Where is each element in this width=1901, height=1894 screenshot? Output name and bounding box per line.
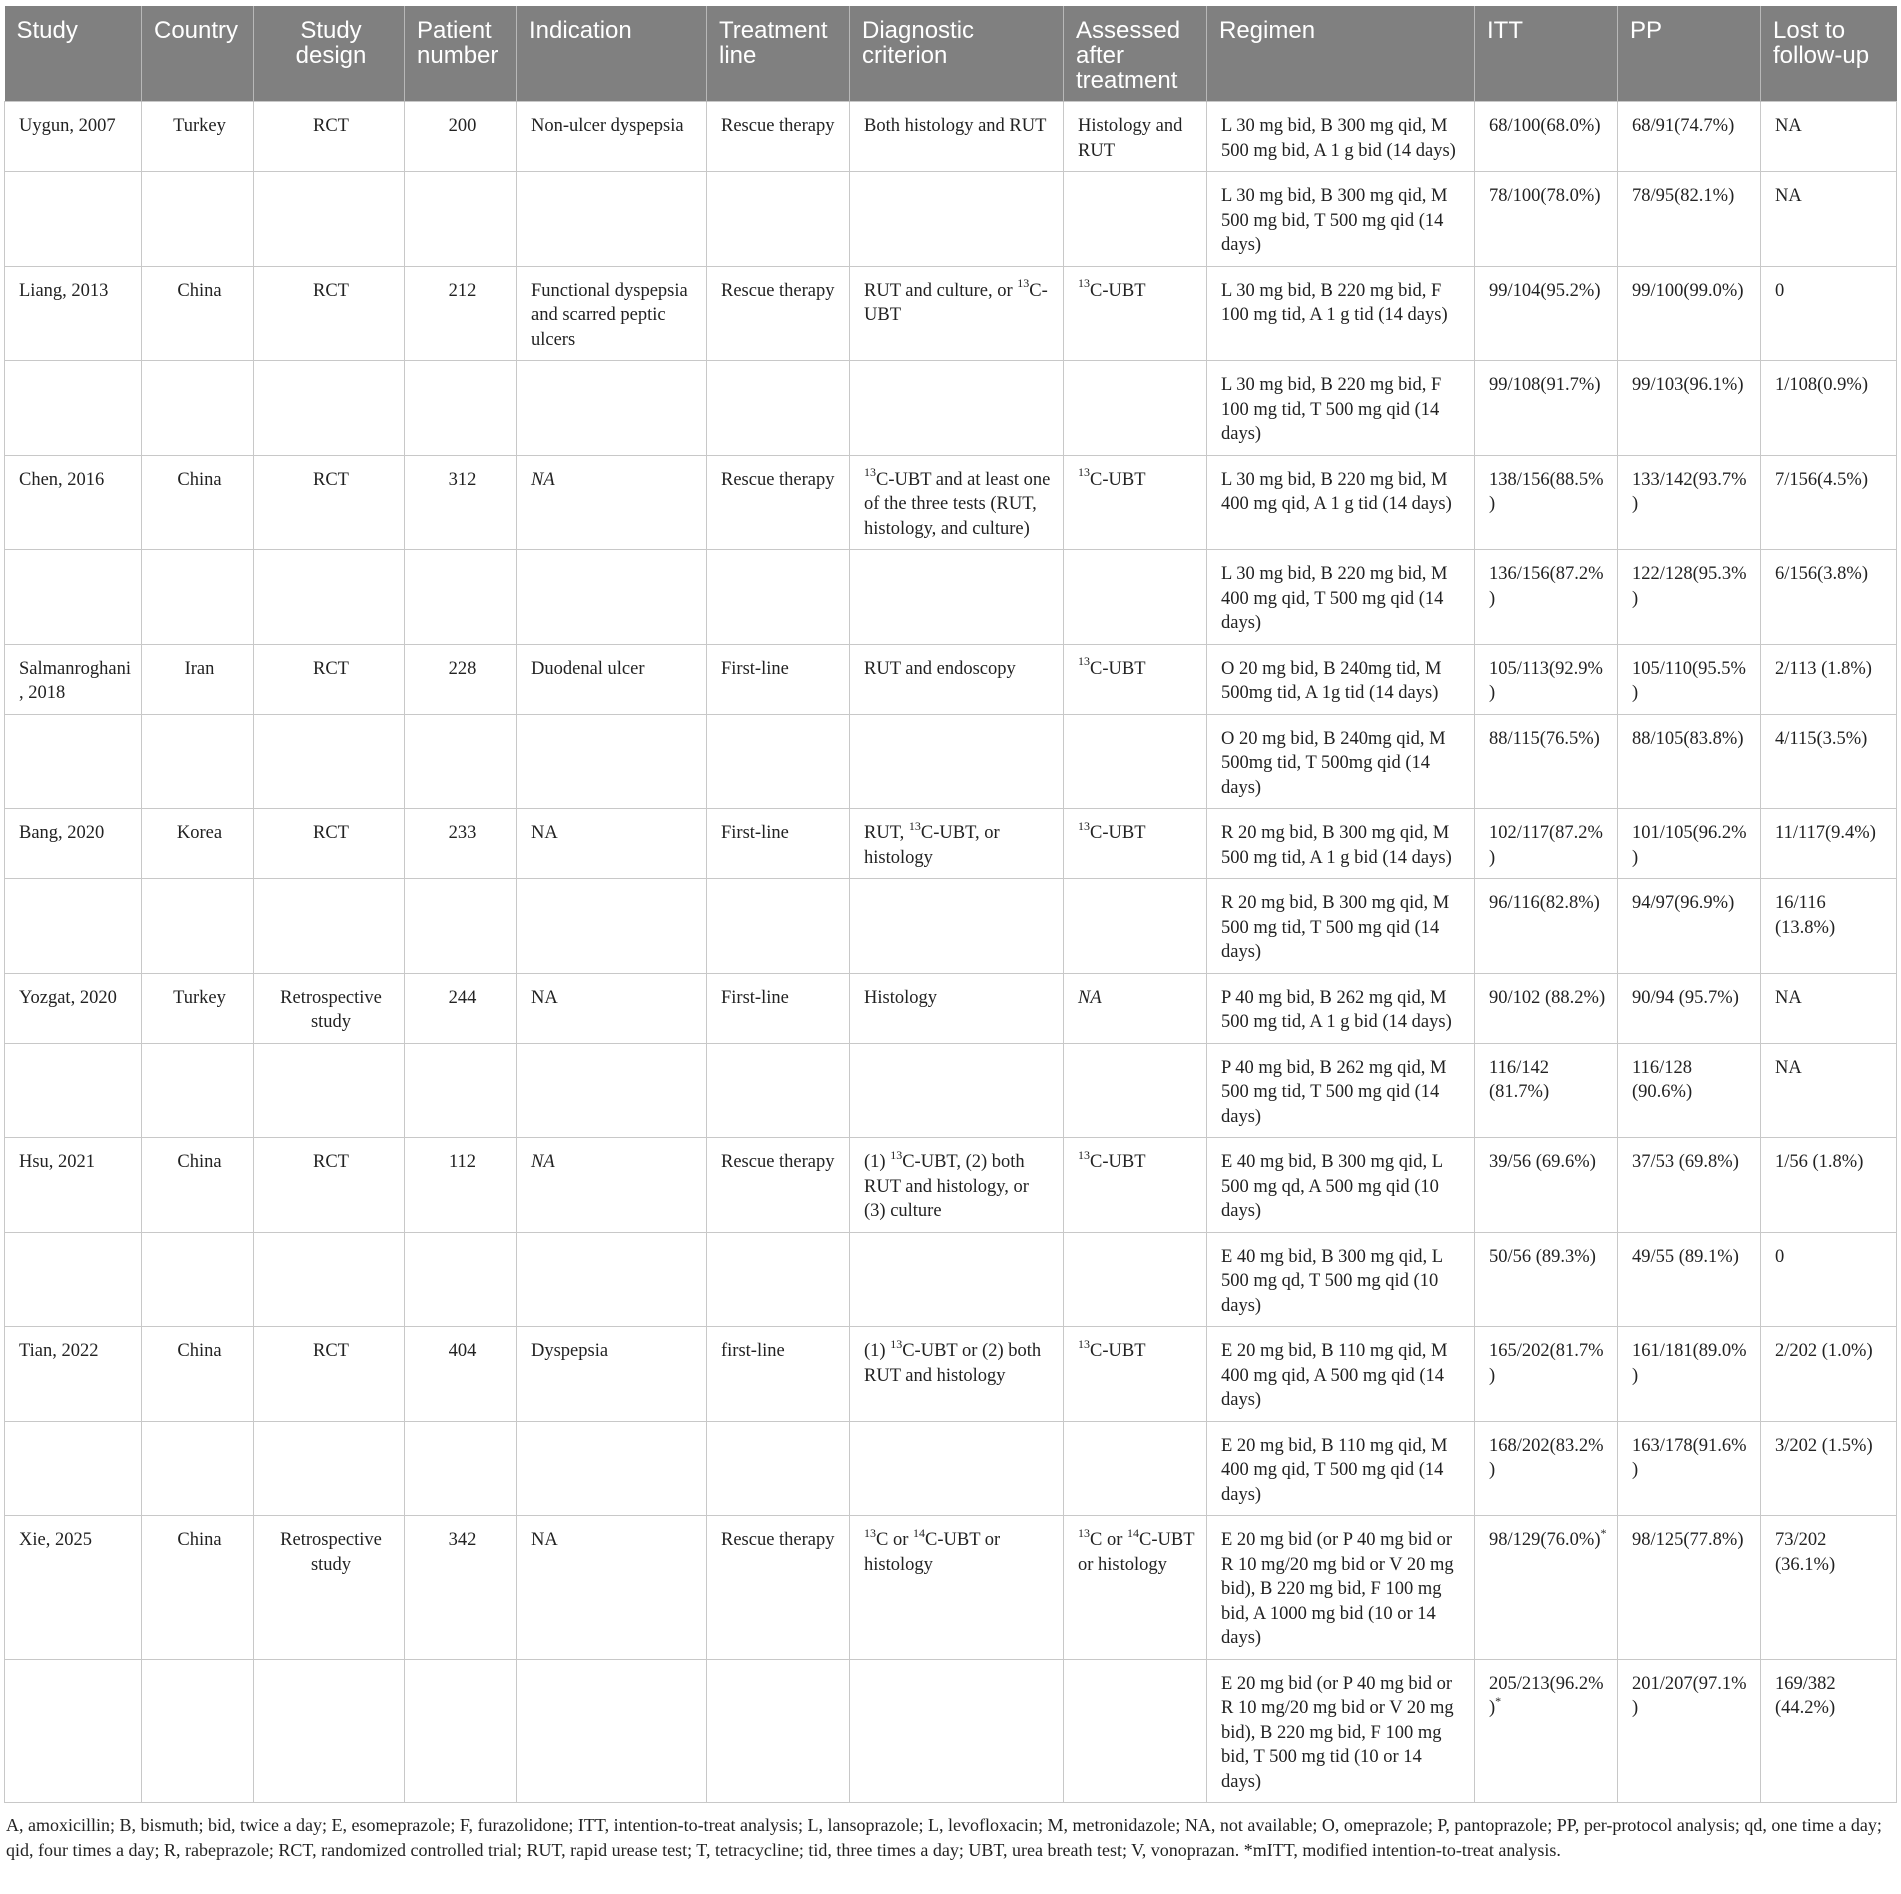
- cell-design: RCT: [254, 1138, 405, 1233]
- cell-study: [5, 361, 142, 456]
- header-regimen: Regimen: [1207, 6, 1475, 102]
- cell-assessed: [1064, 1421, 1207, 1516]
- table-row: [5, 1659, 1897, 1803]
- cell-itt: 165/202(81.7%): [1475, 1327, 1618, 1422]
- cell-regimen: L 30 mg bid, B 300 mg qid, M 500 mg bid, T 500 mg qid (14 days): [1207, 172, 1475, 267]
- header-indication: Indication: [517, 6, 707, 102]
- cell-line: Rescue therapy: [707, 1516, 850, 1660]
- cell-assessed: NA: [1064, 973, 1207, 1043]
- cell-lost: 73/202 (36.1%): [1761, 1516, 1897, 1660]
- cell-patients: [405, 172, 517, 267]
- cell-regimen: L 30 mg bid, B 220 mg bid, F 100 mg tid, A 1 g tid (14 days): [1207, 266, 1475, 361]
- cell-diagnostic: (1) $^{13}$C-UBT or (2) both RUT and histology: [850, 1327, 1064, 1422]
- cell-itt: 39/56 (69.6%): [1475, 1138, 1618, 1233]
- table-row: [5, 172, 1897, 267]
- header-treatment-line: Treatment line: [707, 6, 850, 102]
- header-patient-number: Patient number: [405, 6, 517, 102]
- cell-pp: 90/94 (95.7%): [1618, 973, 1761, 1043]
- cell-study: [5, 714, 142, 809]
- table-row: [5, 1421, 1897, 1516]
- cell-indication: [517, 361, 707, 456]
- cell-regimen: E 20 mg bid, B 110 mg qid, M 400 mg qid, A 500 mg qid (14 days): [1207, 1327, 1475, 1422]
- header-study-design: Study design: [254, 6, 405, 102]
- cell-patients: [405, 714, 517, 809]
- cell-regimen: E 40 mg bid, B 300 mg qid, L 500 mg qd, T 500 mg qid (10 days): [1207, 1232, 1475, 1327]
- cell-lost: 6/156(3.8%): [1761, 550, 1897, 645]
- cell-lost: 3/202 (1.5%): [1761, 1421, 1897, 1516]
- cell-line: Rescue therapy: [707, 1138, 850, 1233]
- cell-country: China: [142, 266, 254, 361]
- cell-country: [142, 1232, 254, 1327]
- cell-regimen: L 30 mg bid, B 220 mg bid, M 400 mg qid, A 1 g tid (14 days): [1207, 455, 1475, 550]
- table-row: [5, 973, 1897, 1043]
- cell-pp: 101/105(96.2%): [1618, 809, 1761, 879]
- cell-diagnostic: [850, 1043, 1064, 1138]
- cell-country: China: [142, 1327, 254, 1422]
- cell-assessed: [1064, 1043, 1207, 1138]
- cell-country: Turkey: [142, 102, 254, 172]
- cell-itt: 138/156(88.5%): [1475, 455, 1618, 550]
- cell-country: [142, 1043, 254, 1138]
- cell-regimen: P 40 mg bid, B 262 mg qid, M 500 mg tid, T 500 mg qid (14 days): [1207, 1043, 1475, 1138]
- cell-design: [254, 1043, 405, 1138]
- cell-diagnostic: RUT and culture, or $^{13}$C-UBT: [850, 266, 1064, 361]
- cell-design: [254, 1421, 405, 1516]
- cell-regimen: O 20 mg bid, B 240mg tid, M 500mg tid, A 1g tid (14 days): [1207, 644, 1475, 714]
- cell-indication: [517, 879, 707, 974]
- cell-design: [254, 550, 405, 645]
- cell-study: Uygun, 2007: [5, 102, 142, 172]
- cell-diagnostic: $^{13}$C or $^{14}$C-UBT or histology: [850, 1516, 1064, 1660]
- cell-assessed: $^{13}$C or $^{14}$C-UBT or histology: [1064, 1516, 1207, 1660]
- cell-pp: 133/142(93.7%): [1618, 455, 1761, 550]
- cell-lost: 2/113 (1.8%): [1761, 644, 1897, 714]
- cell-diagnostic: [850, 1659, 1064, 1803]
- cell-country: [142, 172, 254, 267]
- cell-diagnostic: [850, 550, 1064, 645]
- cell-design: RCT: [254, 266, 405, 361]
- cell-lost: NA: [1761, 973, 1897, 1043]
- cell-assessed: $^{13}$C-UBT: [1064, 809, 1207, 879]
- cell-lost: 169/382 (44.2%): [1761, 1659, 1897, 1803]
- cell-study: [5, 1421, 142, 1516]
- header-assessed-after-treatment: Assessed after treatment: [1064, 6, 1207, 102]
- cell-study: Hsu, 2021: [5, 1138, 142, 1233]
- cell-line: [707, 1659, 850, 1803]
- table-row: [5, 1516, 1897, 1660]
- cell-lost: 0: [1761, 266, 1897, 361]
- header-itt: ITT: [1475, 6, 1618, 102]
- cell-lost: NA: [1761, 1043, 1897, 1138]
- cell-itt: 99/104(95.2%): [1475, 266, 1618, 361]
- cell-assessed: [1064, 1232, 1207, 1327]
- cell-itt: 96/116(82.8%): [1475, 879, 1618, 974]
- cell-study: [5, 1043, 142, 1138]
- cell-study: [5, 879, 142, 974]
- cell-country: China: [142, 455, 254, 550]
- cell-indication: [517, 1232, 707, 1327]
- cell-lost: NA: [1761, 172, 1897, 267]
- cell-regimen: L 30 mg bid, B 220 mg bid, M 400 mg qid, T 500 mg qid (14 days): [1207, 550, 1475, 645]
- header-country: Country: [142, 6, 254, 102]
- cell-assessed: $^{13}$C-UBT: [1064, 1138, 1207, 1233]
- cell-lost: 16/116 (13.8%): [1761, 879, 1897, 974]
- cell-assessed: [1064, 879, 1207, 974]
- cell-patients: 233: [405, 809, 517, 879]
- cell-country: [142, 1659, 254, 1803]
- cell-regimen: L 30 mg bid, B 220 mg bid, F 100 mg tid, T 500 mg qid (14 days): [1207, 361, 1475, 456]
- cell-itt: 68/100(68.0%): [1475, 102, 1618, 172]
- cell-diagnostic: [850, 361, 1064, 456]
- cell-itt: 105/113(92.9%): [1475, 644, 1618, 714]
- cell-pp: 98/125(77.8%): [1618, 1516, 1761, 1660]
- cell-patients: 342: [405, 1516, 517, 1660]
- cell-pp: 122/128(95.3%): [1618, 550, 1761, 645]
- cell-patients: 228: [405, 644, 517, 714]
- cell-indication: Functional dyspepsia and scarred peptic ulcers: [517, 266, 707, 361]
- cell-lost: 1/56 (1.8%): [1761, 1138, 1897, 1233]
- cell-assessed: [1064, 361, 1207, 456]
- cell-indication: Dyspepsia: [517, 1327, 707, 1422]
- cell-assessed: [1064, 172, 1207, 267]
- cell-line: Rescue therapy: [707, 455, 850, 550]
- cell-study: Chen, 2016: [5, 455, 142, 550]
- cell-patients: 312: [405, 455, 517, 550]
- cell-line: [707, 172, 850, 267]
- cell-indication: [517, 1043, 707, 1138]
- cell-itt: 98/129(76.0%)*: [1475, 1516, 1618, 1660]
- cell-diagnostic: $^{13}$C-UBT and at least one of the three tests (RUT, histology, and culture): [850, 455, 1064, 550]
- table-row: [5, 550, 1897, 645]
- cell-assessed: $^{13}$C-UBT: [1064, 1327, 1207, 1422]
- cell-line: [707, 879, 850, 974]
- cell-regimen: E 20 mg bid (or P 40 mg bid or R 10 mg/20 mg bid or V 20 mg bid), B 220 mg bid, F 100 mg bid, T 500 mg tid (10 or 14 days): [1207, 1659, 1475, 1803]
- table-row: [5, 714, 1897, 809]
- cell-country: [142, 1421, 254, 1516]
- cell-assessed: $^{13}$C-UBT: [1064, 266, 1207, 361]
- table-row: [5, 1327, 1897, 1422]
- cell-itt: 102/117(87.2%): [1475, 809, 1618, 879]
- cell-study: Tian, 2022: [5, 1327, 142, 1422]
- cell-indication: [517, 1421, 707, 1516]
- header-lost-to-follow-up: Lost to follow-up: [1761, 6, 1897, 102]
- cell-country: China: [142, 1138, 254, 1233]
- cell-indication: NA: [517, 1138, 707, 1233]
- cell-patients: 404: [405, 1327, 517, 1422]
- cell-study: [5, 1232, 142, 1327]
- cell-lost: 7/156(4.5%): [1761, 455, 1897, 550]
- cell-country: [142, 550, 254, 645]
- cell-itt: 88/115(76.5%): [1475, 714, 1618, 809]
- cell-lost: 2/202 (1.0%): [1761, 1327, 1897, 1422]
- cell-assessed: $^{13}$C-UBT: [1064, 455, 1207, 550]
- cell-country: Turkey: [142, 973, 254, 1043]
- cell-design: RCT: [254, 809, 405, 879]
- cell-diagnostic: [850, 714, 1064, 809]
- cell-design: [254, 361, 405, 456]
- table-container: [4, 6, 1896, 1863]
- cell-patients: 200: [405, 102, 517, 172]
- cell-patients: [405, 1659, 517, 1803]
- cell-line: first-line: [707, 1327, 850, 1422]
- cell-country: Korea: [142, 809, 254, 879]
- cell-pp: 78/95(82.1%): [1618, 172, 1761, 267]
- cell-line: [707, 1043, 850, 1138]
- table-row: [5, 455, 1897, 550]
- cell-design: [254, 714, 405, 809]
- cell-itt: 205/213(96.2%)*: [1475, 1659, 1618, 1803]
- cell-diagnostic: Both histology and RUT: [850, 102, 1064, 172]
- table-row: [5, 879, 1897, 974]
- cell-pp: 49/55 (89.1%): [1618, 1232, 1761, 1327]
- table-footnote: A, amoxicillin; B, bismuth; bid, twice a day; E, esomeprazole; F, furazolidone; ITT, intention-to-treat analysis; L, lansoprazole; L, levofloxacin; M, metronidazole; NA, not available; O, omeprazole; P, pantoprazole; PP, per-protocol analysis; qd, one time a day; qid, four times a day; R, rabeprazole; RCT, randomized controlled trial; RUT, rapid urease test; T, tetracycline; tid, three times a day; UBT, urea breath test; V, vonoprazan. *mITT, modified intention-to-treat analysis.: [6, 1815, 1882, 1860]
- cell-design: [254, 879, 405, 974]
- cell-assessed: [1064, 550, 1207, 645]
- cell-itt: 168/202(83.2%): [1475, 1421, 1618, 1516]
- header-diagnostic-criterion: Diagnostic criterion: [850, 6, 1064, 102]
- header-study: Study: [5, 6, 142, 102]
- cell-pp: 161/181(89.0%): [1618, 1327, 1761, 1422]
- cell-pp: 37/53 (69.8%): [1618, 1138, 1761, 1233]
- table-row: [5, 266, 1897, 361]
- cell-study: Yozgat, 2020: [5, 973, 142, 1043]
- cell-diagnostic: RUT and endoscopy: [850, 644, 1064, 714]
- cell-patients: 112: [405, 1138, 517, 1233]
- cell-regimen: L 30 mg bid, B 300 mg qid, M 500 mg bid, A 1 g bid (14 days): [1207, 102, 1475, 172]
- cell-study: Liang, 2013: [5, 266, 142, 361]
- study-characteristics-table: [4, 6, 1897, 1803]
- cell-design: Retrospective study: [254, 1516, 405, 1660]
- cell-diagnostic: [850, 879, 1064, 974]
- cell-indication: NA: [517, 973, 707, 1043]
- table-row: [5, 361, 1897, 456]
- cell-pp: 105/110(95.5%): [1618, 644, 1761, 714]
- cell-indication: NA: [517, 1516, 707, 1660]
- cell-line: Rescue therapy: [707, 266, 850, 361]
- cell-design: [254, 1659, 405, 1803]
- cell-regimen: R 20 mg bid, B 300 mg qid, M 500 mg tid, T 500 mg qid (14 days): [1207, 879, 1475, 974]
- cell-pp: 163/178(91.6%): [1618, 1421, 1761, 1516]
- cell-country: Iran: [142, 644, 254, 714]
- table-row: [5, 1043, 1897, 1138]
- cell-lost: 11/117(9.4%): [1761, 809, 1897, 879]
- cell-pp: 68/91(74.7%): [1618, 102, 1761, 172]
- cell-pp: 99/103(96.1%): [1618, 361, 1761, 456]
- cell-itt: 136/156(87.2%): [1475, 550, 1618, 645]
- cell-design: [254, 1232, 405, 1327]
- cell-country: [142, 361, 254, 456]
- cell-indication: NA: [517, 455, 707, 550]
- cell-design: RCT: [254, 102, 405, 172]
- cell-patients: [405, 1421, 517, 1516]
- cell-design: RCT: [254, 455, 405, 550]
- cell-indication: [517, 550, 707, 645]
- cell-patients: [405, 361, 517, 456]
- cell-line: First-line: [707, 973, 850, 1043]
- cell-regimen: O 20 mg bid, B 240mg qid, M 500mg tid, T 500mg qid (14 days): [1207, 714, 1475, 809]
- header-row: [5, 6, 1897, 102]
- cell-indication: [517, 1659, 707, 1803]
- cell-indication: [517, 714, 707, 809]
- cell-regimen: P 40 mg bid, B 262 mg qid, M 500 mg tid, A 1 g bid (14 days): [1207, 973, 1475, 1043]
- cell-study: [5, 1659, 142, 1803]
- cell-patients: [405, 550, 517, 645]
- cell-line: [707, 1421, 850, 1516]
- header-pp: PP: [1618, 6, 1761, 102]
- cell-study: Bang, 2020: [5, 809, 142, 879]
- table-row: [5, 102, 1897, 172]
- cell-assessed: Histology and RUT: [1064, 102, 1207, 172]
- cell-line: [707, 714, 850, 809]
- cell-line: First-line: [707, 809, 850, 879]
- cell-indication: NA: [517, 809, 707, 879]
- cell-country: China: [142, 1516, 254, 1660]
- cell-itt: 90/102 (88.2%): [1475, 973, 1618, 1043]
- cell-diagnostic: [850, 172, 1064, 267]
- cell-design: Retrospective study: [254, 973, 405, 1043]
- cell-country: [142, 714, 254, 809]
- cell-lost: 0: [1761, 1232, 1897, 1327]
- cell-patients: 212: [405, 266, 517, 361]
- cell-patients: [405, 1232, 517, 1327]
- cell-indication: [517, 172, 707, 267]
- cell-regimen: E 20 mg bid (or P 40 mg bid or R 10 mg/20 mg bid or V 20 mg bid), B 220 mg bid, F 100 mg bid, A 1000 mg bid (10 or 14 days): [1207, 1516, 1475, 1660]
- cell-diagnostic: RUT, $^{13}$C-UBT, or histology: [850, 809, 1064, 879]
- cell-study: Xie, 2025: [5, 1516, 142, 1660]
- cell-patients: [405, 1043, 517, 1138]
- cell-diagnostic: [850, 1232, 1064, 1327]
- cell-design: RCT: [254, 644, 405, 714]
- cell-indication: Non-ulcer dyspepsia: [517, 102, 707, 172]
- cell-pp: 116/128 (90.6%): [1618, 1043, 1761, 1138]
- cell-patients: 244: [405, 973, 517, 1043]
- cell-pp: 88/105(83.8%): [1618, 714, 1761, 809]
- cell-assessed: [1064, 1659, 1207, 1803]
- cell-line: First-line: [707, 644, 850, 714]
- cell-itt: 78/100(78.0%): [1475, 172, 1618, 267]
- cell-lost: NA: [1761, 102, 1897, 172]
- table-row: [5, 644, 1897, 714]
- cell-study: [5, 550, 142, 645]
- cell-pp: 94/97(96.9%): [1618, 879, 1761, 974]
- table-row: [5, 1138, 1897, 1233]
- cell-assessed: $^{13}$C-UBT: [1064, 644, 1207, 714]
- cell-regimen: E 40 mg bid, B 300 mg qid, L 500 mg qd, A 500 mg qid (10 days): [1207, 1138, 1475, 1233]
- cell-study: [5, 172, 142, 267]
- cell-regimen: E 20 mg bid, B 110 mg qid, M 400 mg qid, T 500 mg qid (14 days): [1207, 1421, 1475, 1516]
- cell-itt: 50/56 (89.3%): [1475, 1232, 1618, 1327]
- cell-itt: 99/108(91.7%): [1475, 361, 1618, 456]
- table-row: [5, 809, 1897, 879]
- cell-study: Salmanroghani, 2018: [5, 644, 142, 714]
- cell-lost: 1/108(0.9%): [1761, 361, 1897, 456]
- cell-diagnostic: [850, 1421, 1064, 1516]
- cell-diagnostic: Histology: [850, 973, 1064, 1043]
- cell-diagnostic: (1) $^{13}$C-UBT, (2) both RUT and histology, or (3) culture: [850, 1138, 1064, 1233]
- cell-lost: 4/115(3.5%): [1761, 714, 1897, 809]
- cell-regimen: R 20 mg bid, B 300 mg qid, M 500 mg tid, A 1 g bid (14 days): [1207, 809, 1475, 879]
- cell-line: [707, 550, 850, 645]
- cell-pp: 99/100(99.0%): [1618, 266, 1761, 361]
- cell-indication: Duodenal ulcer: [517, 644, 707, 714]
- cell-line: [707, 361, 850, 456]
- cell-design: RCT: [254, 1327, 405, 1422]
- table-row: [5, 1232, 1897, 1327]
- cell-pp: 201/207(97.1%): [1618, 1659, 1761, 1803]
- cell-patients: [405, 879, 517, 974]
- cell-country: [142, 879, 254, 974]
- cell-assessed: [1064, 714, 1207, 809]
- cell-itt: 116/142 (81.7%): [1475, 1043, 1618, 1138]
- cell-line: Rescue therapy: [707, 102, 850, 172]
- cell-line: [707, 1232, 850, 1327]
- cell-design: [254, 172, 405, 267]
